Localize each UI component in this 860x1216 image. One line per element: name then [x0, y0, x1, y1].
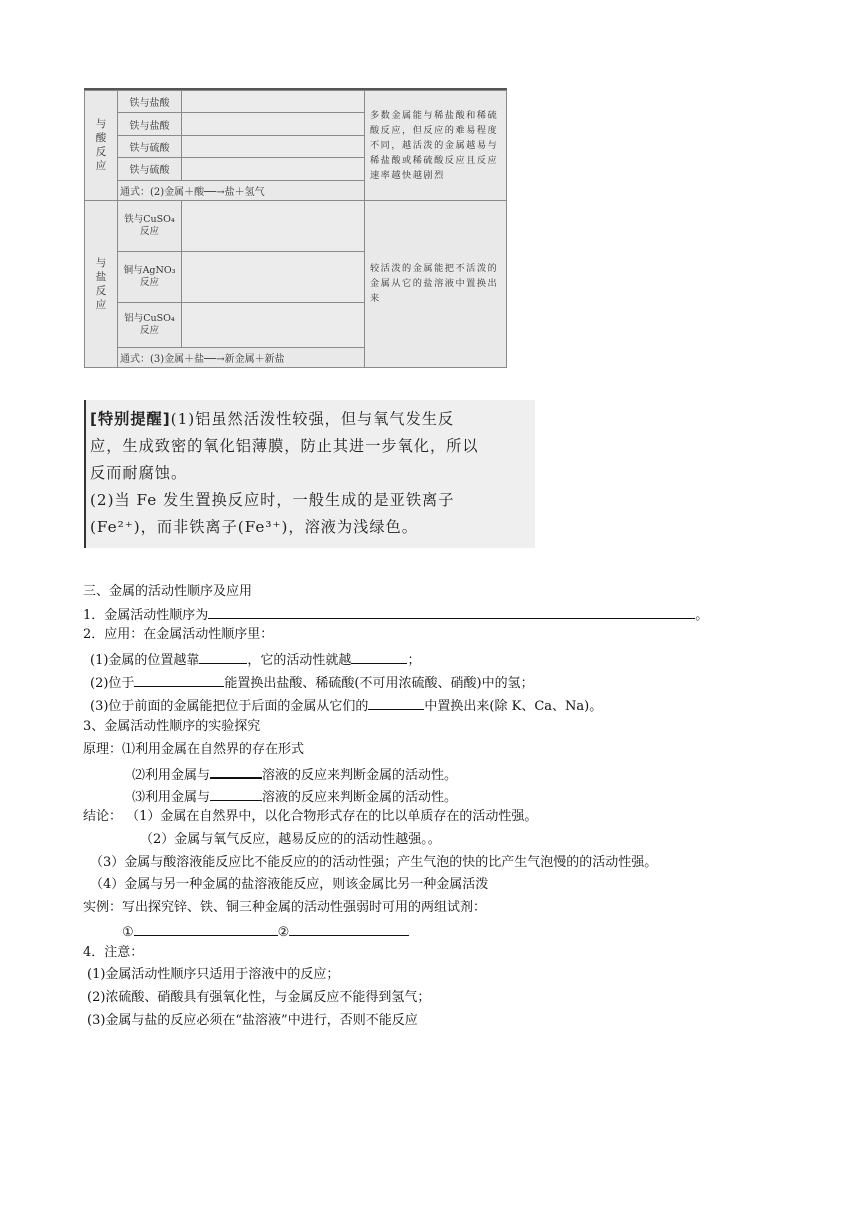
text-fragment: ；	[407, 653, 421, 668]
salt-row-blank	[182, 200, 365, 251]
text-line	[83, 605, 708, 624]
text-fragment: 溶液的反应来判断金属的活动性。	[262, 768, 458, 783]
text-fragment: (3)位于前面的金属能把位于后面的金属从它们的	[90, 699, 369, 714]
reminder-line: (1)铝虽然活泼性较强，但与氧气发生反	[170, 410, 455, 428]
fill-blank[interactable]	[351, 650, 407, 664]
fill-blank[interactable]	[208, 605, 695, 619]
special-reminder-box	[84, 400, 535, 548]
salt-row-label: 铝与CuSO₄反应	[118, 302, 182, 347]
reminder-line: 反而耐腐蚀。	[90, 464, 188, 482]
reminder-tag: [特别提醒]	[90, 410, 171, 428]
salt-formula: 通式：(3)金属＋盐──→新金属＋新盐	[118, 347, 365, 367]
text-line: （4）金属与另一种金属的盐溶液能反应，则该金属比另一种金属活泼	[90, 877, 489, 892]
text-line: 4．注意：	[83, 945, 144, 960]
salt-row-label: 铜与AgNO₃反应	[118, 251, 182, 302]
reminder-line: (2)当 Fe 发生置换反应时，一般生成的是亚铁离子	[90, 491, 455, 509]
acid-row-blank	[182, 135, 365, 157]
acid-row-label: 铁与硫酸	[118, 158, 182, 180]
reminder-line: 应，生成致密的氧化铝薄膜，防止其进一步氧化，所以	[90, 437, 479, 455]
acid-row-label: 铁与硫酸	[118, 135, 182, 157]
text-line: 实例：写出探究锌、铁、铜三种金属的活动性强弱时可用的两组试剂：	[83, 900, 487, 915]
text-line	[132, 764, 457, 784]
text-line: (2)浓硫酸、硝酸具有强氧化性，与金属反应不能得到氢气；	[87, 990, 431, 1005]
text-fragment: ，它的活动性就越	[247, 653, 352, 668]
acid-row-blank	[182, 158, 365, 180]
fill-blank[interactable]	[199, 650, 247, 664]
text-fragment: (1)金属的位置越靠	[90, 653, 200, 668]
fill-blank[interactable]	[368, 696, 424, 710]
text-fragment: 。	[695, 608, 709, 623]
section-title: 三、金属的活动性顺序及应用	[83, 584, 253, 599]
acid-row-blank	[182, 91, 365, 113]
text-line: 3、金属活动性顺序的实验探究	[83, 719, 261, 734]
fill-blank[interactable]	[134, 922, 278, 936]
text-fragment: ⑵利用金属与	[132, 768, 211, 783]
salt-row-blank	[182, 302, 365, 347]
salt-row-blank	[182, 251, 365, 302]
text-fragment: 1．金属活动性顺序为	[83, 608, 209, 623]
acid-row-blank	[182, 113, 365, 135]
text-line	[90, 696, 602, 715]
text-fragment: ⑶利用金属与	[132, 790, 211, 805]
text-line	[90, 673, 534, 692]
text-line	[132, 787, 457, 806]
text-line: 原理：⑴利用金属在自然界的存在形式	[83, 742, 305, 757]
salt-note: 较活泼的金属能把不活泼的金属从它的盐溶液中置换出来	[365, 200, 507, 367]
salt-row-label: 铁与CuSO₄反应	[118, 200, 182, 251]
text-line	[122, 922, 409, 941]
acid-row-label: 铁与盐酸	[118, 91, 182, 113]
acid-formula: 通式：(2)金属＋酸──→盐＋氢气	[118, 180, 365, 200]
acid-note: 多数金属能与稀盐酸和稀硫酸反应，但反应的难易程度不同，越活泼的金属越易与稀盐酸或稀硫酸反应且反应速率越快越剧烈	[365, 91, 507, 201]
text-fragment: ①	[122, 925, 134, 940]
text-line: (3)金属与盐的反应必须在“盐溶液”中进行，否则不能反应	[87, 1013, 418, 1028]
text-line: （2）金属与氧气反应，越易反应的的活动性越强。。	[140, 832, 441, 847]
text-fragment: ②	[277, 925, 290, 940]
text-line	[90, 650, 420, 669]
reaction-table-scan	[84, 88, 507, 368]
text-fragment: 溶液的反应来判断金属的活动性。	[262, 790, 458, 805]
text-fragment: 中置换出来(除 K、Ca、Na)。	[424, 699, 603, 714]
reminder-line: (Fe²⁺)，而非铁离子(Fe³⁺)，溶液为浅绿色。	[90, 518, 418, 536]
acid-row-label: 铁与盐酸	[118, 113, 182, 135]
text-line: 结论： （1）金属在自然界中，以化合物形式存在的比以单质存在的活动性强。	[83, 809, 538, 824]
fill-blank[interactable]	[289, 922, 409, 936]
text-line: （3）金属与酸溶液能反应比不能反应的的活动性强；产生气泡的快的比产生气泡慢的的活动性强。	[90, 855, 658, 870]
fill-blank[interactable]	[134, 673, 224, 687]
text-line: 2．应用：在金属活动性顺序里：	[83, 627, 274, 642]
text-line: (1)金属活动性顺序只适用于溶液中的反应；	[87, 967, 340, 982]
fill-blank[interactable]	[210, 787, 262, 801]
salt-group-label: 与 盐 反 应	[85, 200, 118, 367]
acid-group-label: 与 酸 反 应	[85, 91, 118, 201]
fill-blank[interactable]	[210, 764, 262, 779]
text-fragment: (2)位于	[90, 676, 135, 691]
text-fragment: 能置换出盐酸、稀硫酸(不可用浓硫酸、硝酸)中的氢；	[224, 676, 534, 691]
